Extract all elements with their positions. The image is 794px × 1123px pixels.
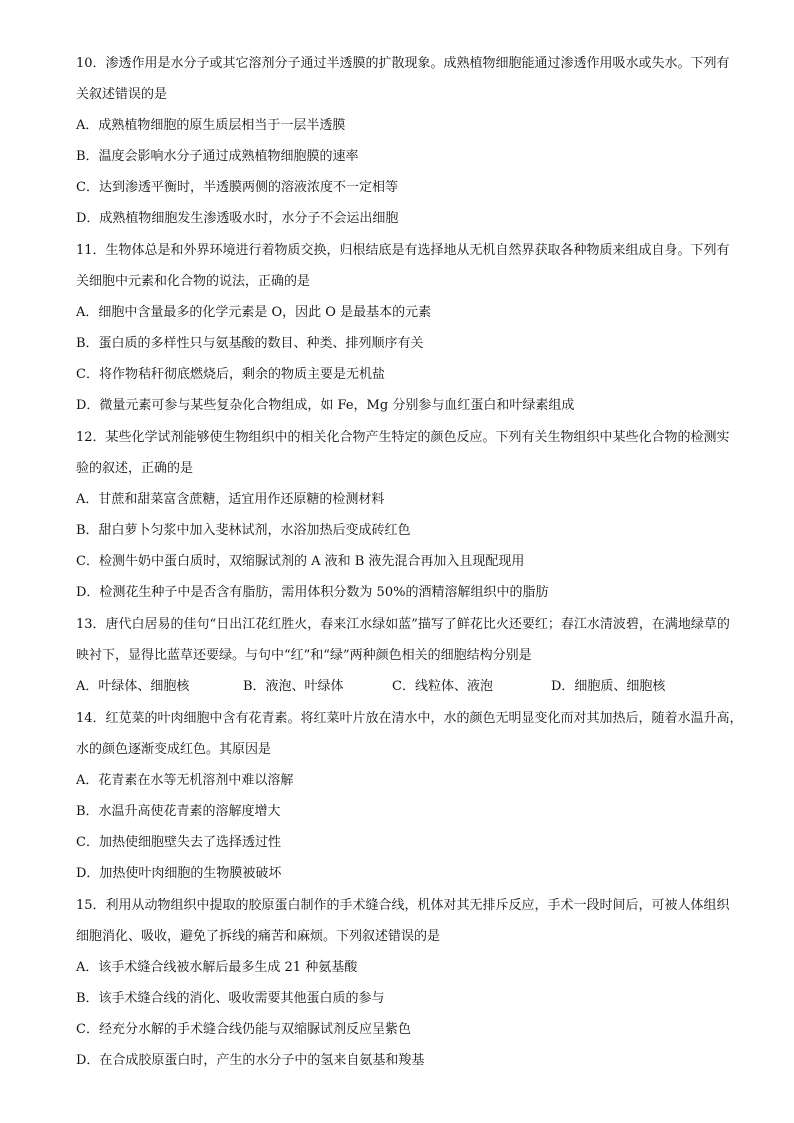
question-15-stem-line-1: 15．利用从动物组织中提取的胶原蛋白制作的手术缝合线，机体对其无排斥反应，手术一段时间后，可被人体组织 [76, 898, 730, 913]
question-12-stem-line-1: 12．某些化学试剂能够使生物组织中的相关化合物产生特定的颜色反应。下列有关生物组织中某些化合物的检测实 [76, 430, 730, 445]
question-11-option-a: A．细胞中含量最多的化学元素是 O，因此 O 是最基本的元素 [76, 305, 432, 320]
question-11-stem-line-1: 11．生物体总是和外界环境进行着物质交换，归根结底是有选择地从无机自然界获取各种物质来组成自身。下列有 [76, 243, 730, 258]
question-10-stem-line-2: 关叙述错误的是 [76, 87, 168, 102]
question-12-option-b: B．甜白萝卜匀浆中加入斐林试剂，水浴加热后变成砖红色 [76, 523, 411, 538]
question-14-option-c: C．加热使细胞壁失去了选择透过性 [76, 835, 281, 850]
question-15-option-d: D．在合成胶原蛋白时，产生的水分子中的氢来自氨基和羧基 [76, 1053, 425, 1068]
question-15-option-b: B．该手术缝合线的消化、吸收需要其他蛋白质的参与 [76, 991, 385, 1006]
question-15-option-a: A．该手术缝合线被水解后最多生成 21 种氨基酸 [76, 960, 358, 975]
question-13-option-b: B．液泡、叶绿体 [243, 679, 344, 694]
question-13-option-d: D．细胞质、细胞核 [551, 679, 666, 694]
question-15-option-c: C．经充分水解的手术缝合线仍能与双缩脲试剂反应呈紫色 [76, 1022, 411, 1037]
question-12-option-c: C．检测牛奶中蛋白质时，双缩脲试剂的 A 液和 B 液先混合再加入且现配现用 [76, 554, 525, 569]
question-13-option-a: A．叶绿体、细胞核 [76, 679, 190, 694]
question-10-option-d: D．成熟植物细胞发生渗透吸水时，水分子不会运出细胞 [76, 211, 399, 226]
question-14-stem-line-1: 14．红苋菜的叶肉细胞中含有花青素。将红菜叶片放在清水中，水的颜色无明显变化而对其加热后，随着水温升高， [76, 711, 743, 726]
question-10-stem-line-1: 10．渗透作用是水分子或其它溶剂分子通过半透膜的扩散现象。成熟植物细胞能通过渗透作用吸水或失水。下列有 [76, 56, 730, 71]
question-11-option-d: D．微量元素可参与某些复杂化合物组成，如 Fe，Mg 分别参与血红蛋白和叶绿素组成 [76, 398, 575, 413]
question-14-option-a: A．花青素在水等无机溶剂中难以溶解 [76, 773, 294, 788]
question-10-option-c: C．达到渗透平衡时，半透膜两侧的溶液浓度不一定相等 [76, 180, 398, 195]
question-15-stem-line-2: 细胞消化、吸收，避免了拆线的痛苦和麻烦。下列叙述错误的是 [76, 929, 441, 944]
question-11-stem-line-2: 关细胞中元素和化合物的说法，正确的是 [76, 274, 311, 289]
question-12-stem-line-2: 验的叙述，正确的是 [76, 461, 194, 476]
question-13-option-c: C．线粒体、液泡 [392, 679, 493, 694]
question-13-stem-line-2: 映衬下，显得比蓝草还要绿。与句中“红”和“绿”两种颜色相关的细胞结构分别是 [76, 648, 532, 663]
question-10-option-b: B．温度会影响水分子通过成熟植物细胞膜的速率 [76, 149, 359, 164]
question-12-option-d: D．检测花生种子中是否含有脂肪，需用体积分数为 50%的酒精溶解组织中的脂肪 [76, 585, 549, 600]
question-14-option-b: B．水温升高使花青素的溶解度增大 [76, 804, 281, 819]
question-11-option-b: B．蛋白质的多样性只与氨基酸的数目、种类、排列顺序有关 [76, 336, 424, 351]
question-11-option-c: C．将作物秸秆彻底燃烧后，剩余的物质主要是无机盐 [76, 367, 385, 382]
question-13-stem-line-1: 13．唐代白居易的佳句“日出江花红胜火，春来江水绿如蓝”描写了鲜花比火还要红；春江水清波碧，在满地绿草的 [76, 617, 730, 632]
question-10-option-a: A．成熟植物细胞的原生质层相当于一层半透膜 [76, 118, 346, 133]
question-12-option-a: A．甘蔗和甜菜富含蔗糖，适宜用作还原糖的检测材料 [76, 492, 385, 507]
question-14-option-d: D．加热使叶肉细胞的生物膜被破坏 [76, 866, 282, 881]
question-14-stem-line-2: 水的颜色逐渐变成红色。其原因是 [76, 742, 272, 757]
